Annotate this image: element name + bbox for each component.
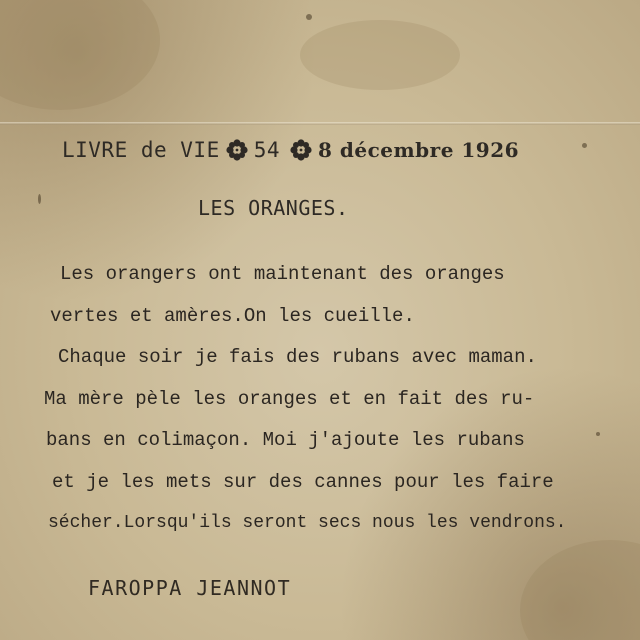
paper-spot (38, 194, 41, 204)
poem-line: Chaque soir je fais des rubans avec maman. (58, 346, 537, 368)
paper-spot (582, 143, 587, 148)
paper-stain (520, 540, 640, 640)
header-title: LIVRE de VIE (62, 138, 220, 162)
flower-ornament-icon (226, 139, 248, 161)
poem-line: Les orangers ont maintenant des oranges (60, 263, 505, 285)
author-signature: FAROPPA JEANNOT (88, 576, 292, 600)
paper-fold-crease (0, 122, 640, 125)
header-date: 8 décembre 1926 (318, 138, 520, 162)
poem-line: et je les mets sur des cannes pour les faire (52, 470, 554, 493)
poem-line: Ma mère pèle les oranges et en fait des ru- (44, 387, 535, 410)
poem-line: vertes et amères.On les cueille. (50, 304, 415, 327)
paper-stain (0, 0, 160, 110)
poem-body (44, 254, 604, 545)
poem-line: sécher.Lorsqu'ils seront secs nous les vendrons. (48, 513, 567, 533)
poem-title: LES ORANGES. (198, 196, 349, 220)
paper-spot (306, 14, 312, 20)
flower-ornament-icon (290, 139, 312, 161)
issue-number: 54 (253, 138, 281, 162)
document-header (62, 134, 562, 166)
paper-stain (300, 20, 460, 90)
poem-line: bans en colimaçon. Moi j'ajoute les rubans (46, 429, 525, 451)
